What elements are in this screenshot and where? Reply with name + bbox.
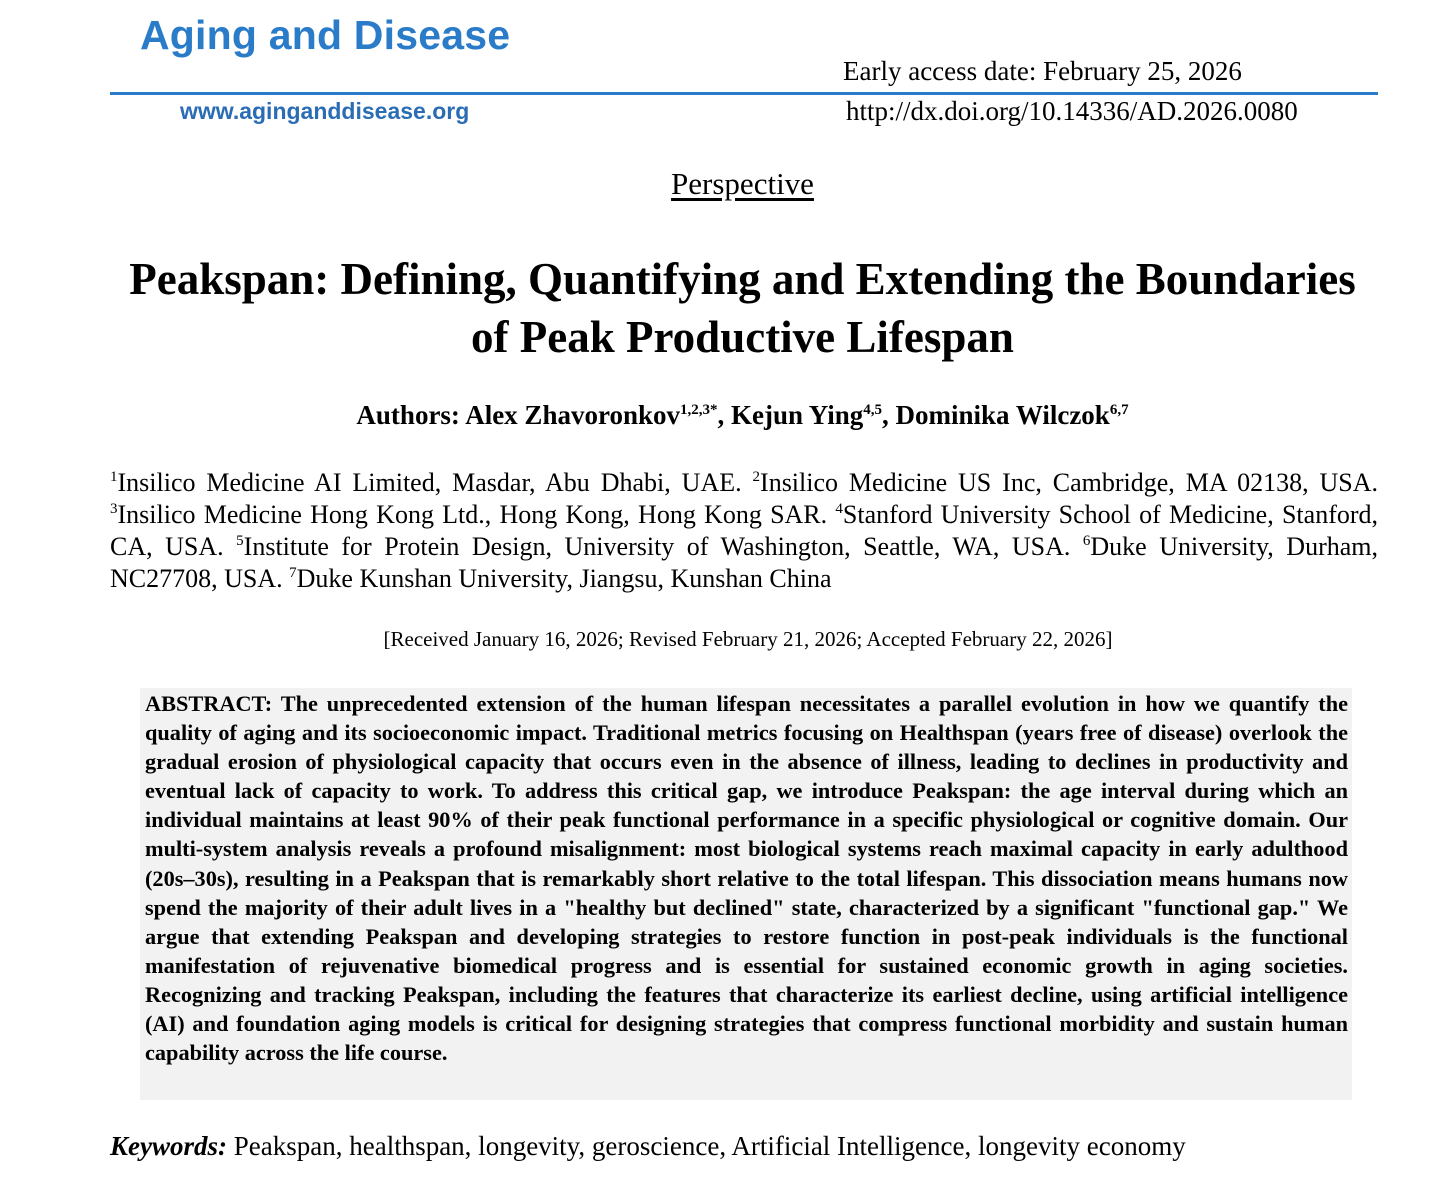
abstract-text: ABSTRACT: The unprecedented extension of the human lifespan necessitates a parallel evolution in how we quantify the quality of aging and its socioeconomic impact. Traditional metrics focusing on Healthspan (years free of disease) overlook the gradual erosion of physiological capacity that occurs even in the absence of illness, leading to declines in productivity and eventual lack of capacity to work. To address this critical gap, we introduce Peakspan: the age interval during which an individual maintains at least 90% of their peak functional performance in a specific physiological or cognitive domain. Our multi-system analysis reveals a profound misalignment: most biological systems reach maximal capacity in early adulthood (20s–30s), resulting in a Peakspan that is remarkably short relative to the total lifespan. This dissociation means humans now spend the majority of their adult lives in a "healthy but declined" state, characterized by a significant "functional gap." We argue that extending Peakspan and developing strategies to restore function in post-peak individuals is the functional manifestation of rejuvenative biomedical progress and is essential for sustained economic growth in aging societies. Recognizing and tracking Peakspan, including the features that characterize its earliest decline, using artificial intelligence (AI) and foundation aging models is critical for designing strategies that compress functional morbidity and sustain human capability across the life course. — [145, 691, 1348, 1066]
author-list — [0, 400, 1456, 431]
early-access-date: Early access date: February 25, 2026 — [843, 56, 1242, 86]
affiliation-text: Duke Kunshan University, Jiangsu, Kunshan China — [296, 564, 832, 593]
author-name: Kejun Ying — [731, 400, 864, 430]
author-affiliation-marker: 6,7 — [1109, 402, 1129, 418]
affiliation-marker: 2 — [752, 469, 761, 485]
affiliation-text: Stanford University School of Medicine, Stanford, CA, USA. — [110, 500, 1379, 561]
affiliation-marker: 3 — [110, 501, 118, 517]
keywords — [110, 1131, 1378, 1162]
header-rule — [110, 92, 1378, 95]
article-title: Peakspan: Defining, Quantifying and Extending the Boundaries of Peak Productive Lifespan — [129, 254, 1356, 362]
affiliation-marker: 5 — [236, 533, 244, 549]
author-separator: , — [717, 400, 725, 430]
author-name: Dominika Wilczok — [895, 400, 1110, 430]
keywords-list: Peakspan, healthspan, longevity, geroscience, Artificial Intelligence, longevity economy — [233, 1131, 1186, 1161]
author-affiliation-marker: 1,2,3* — [680, 402, 718, 418]
doi-link[interactable]: http://dx.doi.org/10.14336/AD.2026.0080 — [846, 96, 1298, 126]
affiliations — [110, 467, 1378, 595]
affiliation-marker: 1 — [110, 469, 118, 485]
affiliation-text: Insilico Medicine US Inc, Cambridge, MA 02138, USA. — [760, 468, 1379, 497]
authors-prefix: Authors: — [356, 400, 460, 430]
affiliation-marker: 7 — [289, 565, 297, 581]
author-separator: , — [882, 400, 889, 430]
affiliation-text: Institute for Protein Design, University of Washington, Seattle, WA, USA. — [243, 532, 1071, 561]
received-dates: [Received January 16, 2026; Revised February 21, 2026; Accepted February 22, 2026] — [383, 627, 1113, 651]
affiliation-text: Insilico Medicine AI Limited, Masdar, Abu Dhabi, UAE. — [117, 468, 742, 497]
affiliation-marker: 6 — [1082, 533, 1091, 549]
keywords-label: Keywords: — [110, 1131, 227, 1161]
journal-name: Aging and Disease — [140, 12, 511, 58]
affiliation-text: Insilico Medicine Hong Kong Ltd., Hong Kong, Hong Kong SAR. — [117, 500, 828, 529]
affiliation-marker: 4 — [835, 501, 843, 517]
article-type: Perspective — [671, 166, 814, 201]
journal-url[interactable]: www.aginganddisease.org — [180, 98, 470, 124]
author-name: Alex Zhavoronkov — [465, 400, 680, 430]
affiliation-text: Duke University, Durham, NC27708, USA. — [110, 532, 1378, 593]
author-affiliation-marker: 4,5 — [863, 402, 883, 418]
